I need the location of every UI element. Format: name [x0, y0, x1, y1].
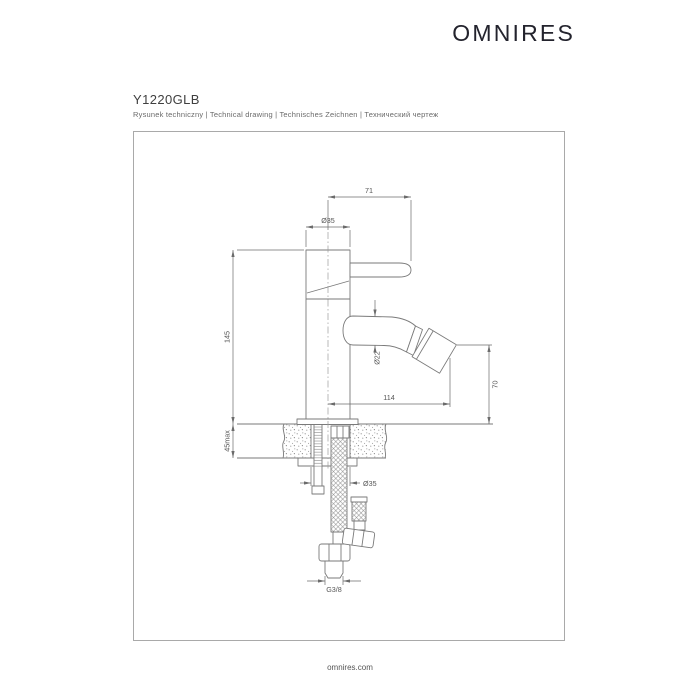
svg-text:Ø35: Ø35	[321, 216, 335, 225]
countertop-section	[237, 424, 493, 458]
faucet-handle	[350, 263, 411, 277]
product-code: Y1220GLB	[133, 92, 200, 107]
brand-logo: OMNIRES	[452, 20, 575, 46]
svg-text:71: 71	[365, 186, 373, 195]
dim-overall-height	[223, 250, 305, 424]
hose-nut	[319, 544, 350, 561]
svg-text:145: 145	[222, 331, 232, 343]
g38-connector	[325, 561, 343, 578]
drawing-subtitle: Rysunek techniczny | Technical drawing | Technisches Zeichnen | Технический чертеж	[133, 110, 439, 119]
mounting-washer	[298, 458, 357, 466]
dim-inlet-thread	[307, 576, 361, 594]
svg-text:70: 70	[490, 380, 500, 389]
faucet-spout	[343, 316, 456, 373]
svg-text:45max: 45max	[222, 430, 232, 452]
footer-website: omnires.com	[327, 663, 373, 672]
flex-hose-1	[319, 426, 350, 578]
svg-text:114: 114	[383, 393, 395, 402]
dim-deck-thickness	[223, 424, 235, 458]
base-flange	[297, 419, 358, 425]
dim-spout-height	[457, 345, 500, 424]
svg-text:Ø35: Ø35	[363, 479, 377, 488]
svg-text:Ø22: Ø22	[372, 351, 382, 365]
mounting-rod	[312, 424, 324, 494]
svg-text:G3/8: G3/8	[326, 585, 342, 594]
